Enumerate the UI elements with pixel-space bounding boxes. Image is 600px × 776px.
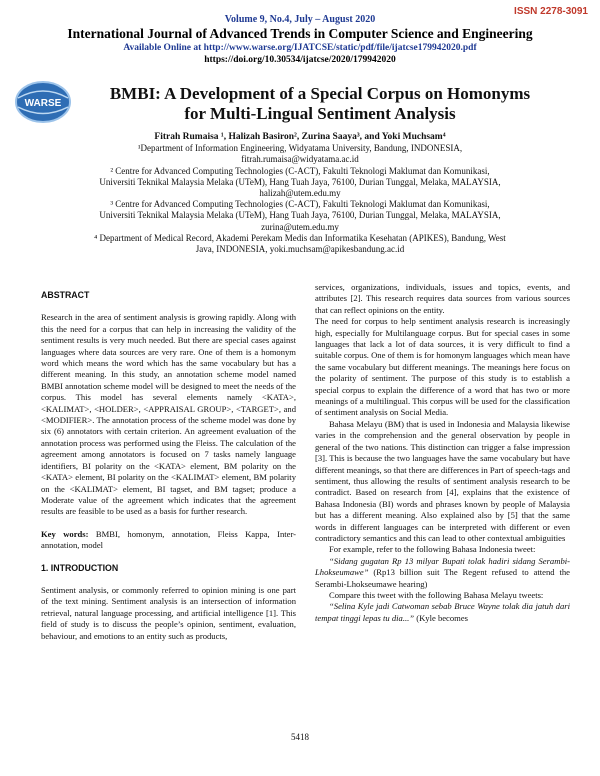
body-paragraph: Bahasa Melayu (BM) that is used in Indonesia and Malaysia likewise varies in the comprehension and the general observation by people in general of the two nations. This distinction can trigger a false impression [3]. This is because the two languages have the same vocabulary but have different meanings, so that there are differences in Part of speech-tags and sentiment, thus allowing the results of sentiment analysis research to be contradict. Based on research from [4], explains that the existence of Bahasa Indonesia (BI) words and phrases known by people of Malaysia but has a different meaning. Also explained also by [5] that the same words in different languages can be interpreted with different or even contradictory semantics and this can lead to other contextual ambiguities	[315, 418, 570, 543]
doi-link[interactable]: https://doi.org/10.30534/ijatcse/2020/179942020	[204, 55, 396, 65]
tweet-quote: “Sidang gugatan Rp 13 milyar Bupati tolak hadiri sidang Serambi-Lhokseumawe”	[315, 555, 570, 578]
affiliation-line: ³ Centre for Advanced Computing Technologies (C-ACT), Fakulti Teknologi Maklumat dan Komunikasi,	[110, 199, 490, 210]
title-line-1: BMBI: A Development of a Special Corpus on Homonyms	[109, 84, 531, 103]
volume-issue: Volume 9, No.4, July – August 2020	[224, 14, 376, 25]
journal-title: International Journal of Advanced Trends in Computer Science and Engineering	[67, 26, 533, 41]
affiliation-line: ² Centre for Advanced Computing Technologies (C-ACT), Fakulti Teknologi Maklumat dan Komunikasi,	[110, 165, 490, 176]
issn-label: ISSN 2278-3091	[514, 6, 588, 17]
affiliation-line: Universiti Teknikal Malaysia Melaka (UTeM), Hang Tuah Jaya, 76100, Durian Tunggal, Melaka, MALAYSIA,	[99, 176, 501, 187]
introduction-text: Sentiment analysis, or commonly referred to opinion mining is one part of the text mining. Sentiment analysis is an intersection of information retrieval, natural language processing, and artificial intelligence [1]. This field of study is to discuss the people’s opinion, sentiment, evaluation, behaviour, and emotions to an entity such as products,	[41, 584, 296, 641]
keywords-label: Key words:	[41, 528, 89, 539]
affiliation-list	[60, 143, 540, 255]
introduction-heading: 1. INTRODUCTION	[41, 562, 119, 573]
keywords	[41, 529, 296, 552]
abstract-text: Research in the area of sentiment analysis is growing rapidly. Along with this the need for a corpus that can help in increasing the validity of the sentiment results is very much needed. But there are special cases against languages where data sources are very rare. One of them is a homonym word which means the word which has the same vocabulary but has a different meaning. In this study, an annotation scheme model named BMBI annotation scheme model will be designed to meet the needs of the corpus. This model has several elements namely <KATA>, <KALIMAT>, <HOLDER>, <APPRAISAL GROUP>, <TARGET>, and <MODIFIER>. The annotation process of the scheme model was done by six (6) annotators with certain criterion. An agreement evaluation of the annotation process was performed using the Fleiss. The calculation of the agreement among annotators is focused on 7 tasks namely language identifiers, BI polarity on the <KATA> element, BM polarity on the <KATA> element, BI polarity on the <KALIMAT> element, BM polarity on the <KALIMAT> element, BI tagset, and BM tagset; produce a Moderate value of the agreement which indicates that the agreement results are feasible to be used as a basis for further research.	[41, 312, 296, 517]
tweet-translation: (Kyle becomes	[414, 612, 469, 623]
abstract-heading: ABSTRACT	[41, 290, 90, 300]
affiliation-line: ¹Department of Information Engineering, Widyatama University, Bandung, INDONESIA,	[137, 143, 463, 154]
affiliation-line: zurina@utem.edu.my	[261, 221, 339, 232]
logo-text: WARSE	[24, 98, 62, 109]
affiliation-line: Java, INDONESIA, yoki.muchsam@apikesbandung.ac.id	[195, 244, 405, 255]
body-paragraph: The need for corpus to help sentiment analysis research is increasingly high, especially for Multilanguage corpus. But for special cases in some languages that lack a lot of data sources, it is very difficult to find a suitable corpus. One of them is for homonym languages which mean have the same vocabulary but different meanings. The meanings here focus on the polarity of sentiment. The purpose of this study is to establish a special corpus to explain the difference of a word that has two or more meanings of a multilingual. This corpus will be used for the classification of sentiment analysis on Social Media.	[315, 316, 570, 418]
affiliation-line: Universiti Teknikal Malaysia Melaka (UTeM), Hang Tuah Jaya, 76100, Durian Tunggal, Melaka, MALAYSIA,	[99, 210, 501, 221]
example-tweet	[315, 601, 570, 624]
paper-title	[70, 84, 570, 124]
affiliation-line: fitrah.rumaisa@widyatama.ac.id	[241, 154, 359, 165]
affiliation-line: halizah@utem.edu.my	[259, 188, 341, 199]
author-list: Fitrah Rumaisa ¹, Halizah Basiron², Zurina Saaya³, and Yoki Muchsam⁴	[154, 132, 446, 142]
affiliation-line: ⁴ Department of Medical Record, Akademi Perekam Medis dan Informatika Kesehatan (APIKES), Bandung, West	[94, 232, 506, 243]
keywords-text: BMBI, homonym, annotation, Fleiss Kappa, Inter-annotation, model	[41, 528, 296, 551]
warse-logo	[14, 80, 72, 124]
body-paragraph: Compare this tweet with the following Bahasa Melayu tweets:	[329, 589, 544, 600]
title-line-2: for Multi-Lingual Sentiment Analysis	[184, 104, 456, 123]
right-column	[315, 282, 570, 624]
left-column	[41, 290, 296, 642]
author-block	[0, 132, 600, 255]
example-tweet	[315, 556, 570, 590]
tweet-translation: (Rp13 billion suit The Regent refused to attend the Serambi-Lhokseumawe hearing)	[315, 567, 570, 589]
page-number: 5418	[291, 732, 309, 742]
body-paragraph: services, organizations, individuals, issues and topics, events, and attributes [2]. This research requires data sources from various sources that can reflect opinions on the entity.	[315, 282, 570, 315]
body-paragraph: For example, refer to the following Bahasa Indonesia tweet:	[329, 544, 536, 555]
tweet-quote: “Selina Kyle jadi Catwoman sebab Bruce Wayne tolak dia jatuh dari tempat tinggi lepas tu dia...”	[315, 601, 570, 623]
journal-masthead	[0, 14, 600, 66]
online-url[interactable]: Available Online at http://www.warse.org/IJATCSE/static/pdf/file/ijatcse179942020.pdf	[123, 43, 477, 53]
